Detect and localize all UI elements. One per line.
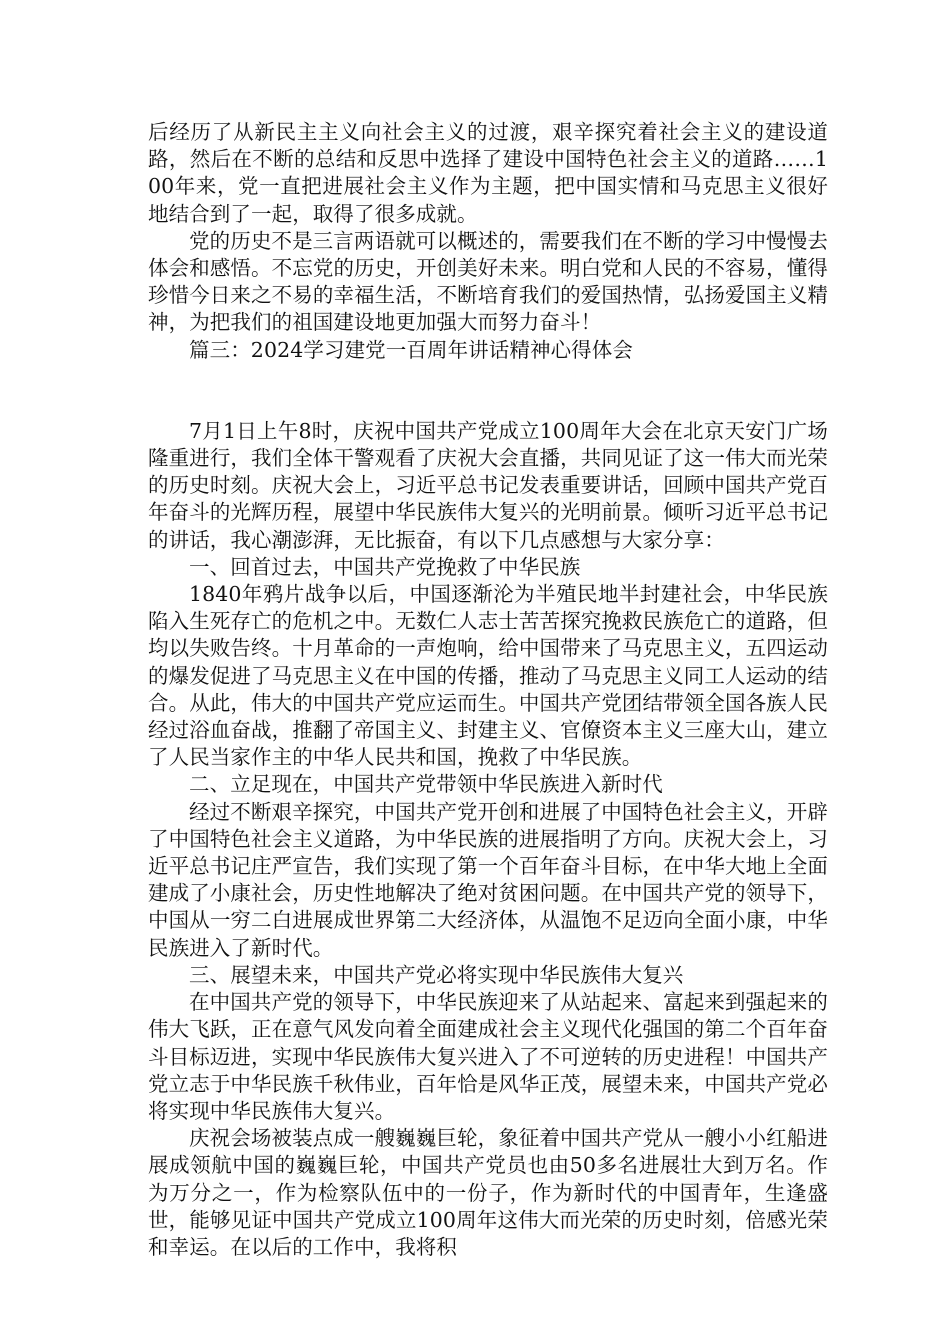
blank-line bbox=[148, 364, 828, 418]
document-body bbox=[148, 119, 828, 1261]
paragraph-future: 在中国共产党的领导下，中华民族迎来了从站起来、富起来到强起来的伟大飞跃，正在意气风发向着全面建成社会主义现代化强国的第二个百年奋斗目标迈进，实现中华民族伟大复兴进入了不可逆转的历史进程！中国共产党立志于中华民族千秋伟业，百年恰是风华正茂，展望未来，中国共产党必将实现中华民族伟大复兴。 bbox=[148, 990, 828, 1123]
section-title: 篇三：2024学习建党一百周年讲话精神心得体会 bbox=[189, 337, 633, 362]
heading-future: 三、展望未来，中国共产党必将实现中华民族伟大复兴 bbox=[189, 962, 684, 987]
heading-look-back: 一、回首过去，中国共产党挽救了中华民族 bbox=[189, 554, 581, 579]
heading-present: 二、立足现在，中国共产党带领中华民族进入新时代 bbox=[189, 772, 663, 797]
paragraph-celebration: 7月1日上午8时，庆祝中国共产党成立100周年大会在北京天安门广场隆重进行，我们全体干警观看了庆祝大会直播，共同见证了这一伟大而光荣的历史时刻。庆祝大会上，习近平总书记发表重要讲话，回顾中国共产党百年奋斗的光辉历程，展望中华民族伟大复兴的光明前景。倾听习近平总书记的讲话，我心潮澎湃，无比振奋，有以下几点感想与大家分享： bbox=[148, 418, 828, 552]
paragraph-present: 经过不断艰辛探究，中国共产党开创和进展了中国特色社会主义，开辟了中国特色社会主义道路，为中华民族的进展指明了方向。庆祝大会上，习近平总书记庄严宣告，我们实现了第一个百年奋斗目标，在中华大地上全面建成了小康社会，历史性地解决了绝对贫困问题。在中国共产党的领导下，中国从一穷二白进展成世界第二大经济体，从温饱不足迈向全面小康，中华民族进入了新时代。 bbox=[148, 799, 828, 960]
paragraph-giant-ship: 庆祝会场被装点成一艘巍巍巨轮，象征着中国共产党从一艘小小红船进展成领航中国的巍巍巨轮，中国共产党员也由50多名进展壮大到万名。作为万分之一，作为检察队伍中的一份子，作为新时代的中国青年，生逢盛世，能够见证中国共产党成立100周年这伟大而光荣的历史时刻，倍感光荣和幸运。在以后的工作中，我将积 bbox=[148, 1126, 828, 1259]
paragraph-party-history: 党的历史不是三言两语就可以概述的，需要我们在不断的学习中慢慢去体会和感悟。不忘党的历史，开创美好未来。明白党和人民的不容易，懂得珍惜今日来之不易的幸福生活，不断培育我们的爱国热情，弘扬爱国主义精神，为把我们的祖国建设地更加强大而努力奋斗！ bbox=[148, 228, 828, 335]
paragraph-look-back: 1840年鸦片战争以后，中国逐渐沦为半殖民地半封建社会，中华民族陷入生死存亡的危机之中。无数仁人志士苦苦探究挽救民族危亡的道路，但均以失败告终。十月革命的一声炮响，给中国带来了马克思主义，五四运动的爆发促进了马克思主义在中国的传播，推动了马克思主义同工人运动的结合。从此，伟大的中国共产党应运而生。中国共产党团结带领全国各族人民经过浴血奋战，推翻了帝国主义、封建主义、官僚资本主义三座大山，建立了人民当家作主的中华人民共和国，挽救了中华民族。 bbox=[148, 582, 828, 770]
paragraph-intro-continued: 后经历了从新民主主义向社会主义的过渡，艰辛探究着社会主义的建设道路，然后在不断的总结和反思中选择了建设中国特色社会主义的道路……100年来，党一直把进展社会主义作为主题，把中国实情和马克思主义很好地结合到了一起，取得了很多成就。 bbox=[148, 120, 828, 226]
